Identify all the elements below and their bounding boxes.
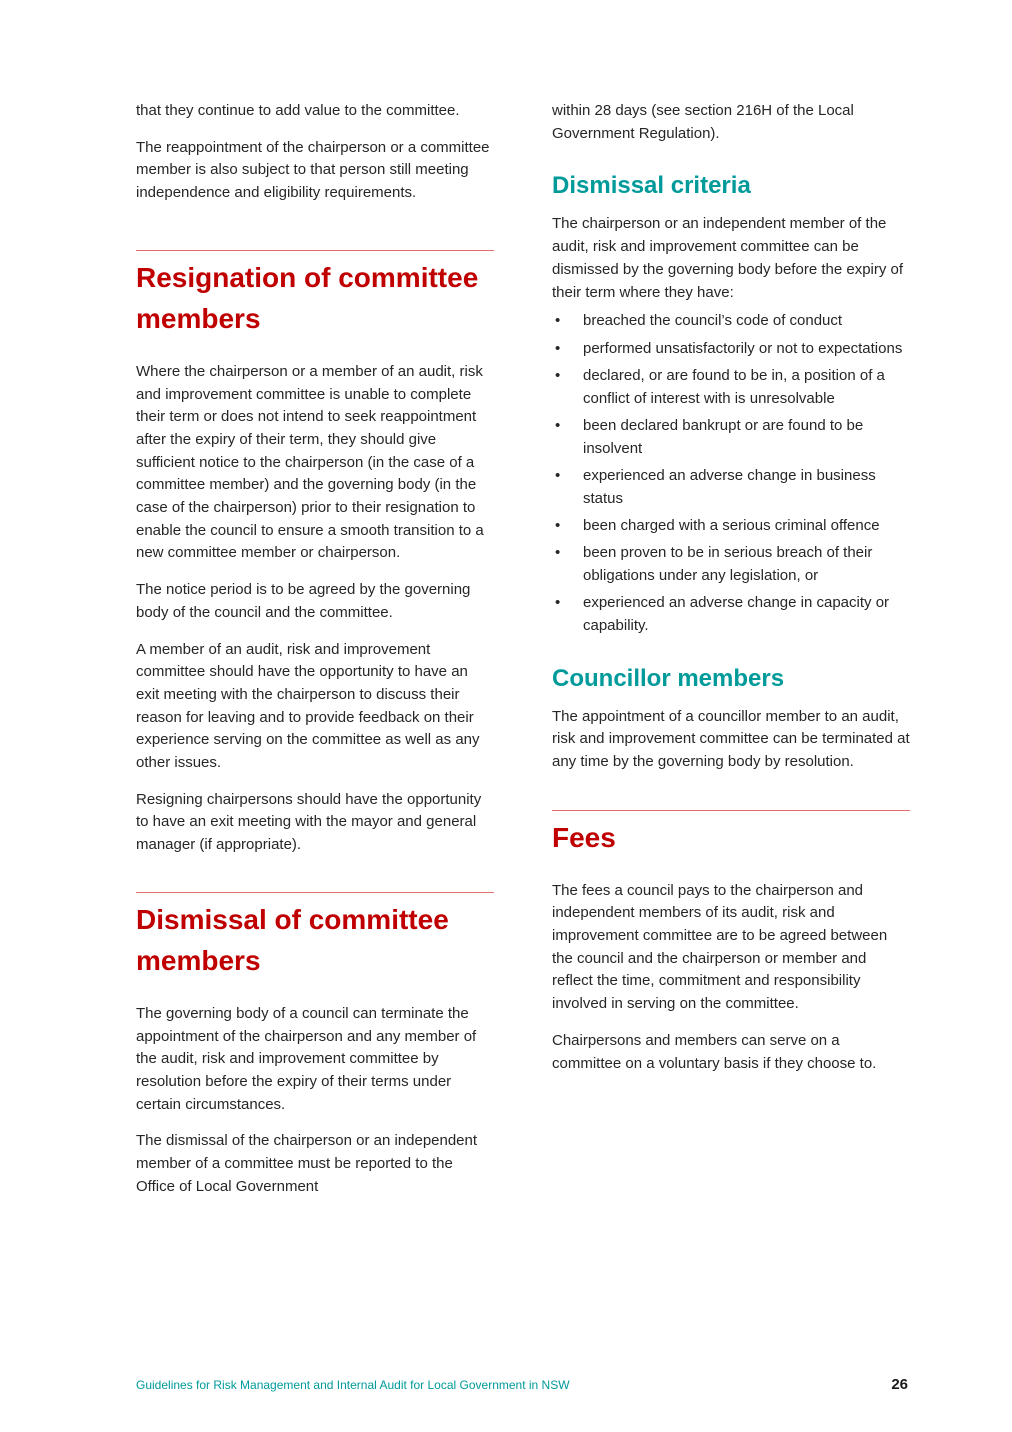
paragraph: A member of an audit, risk and improvement committee should have the opportunity to have an exit meeting with the chairperson to discuss their reason for leaving and to provide feedback on their experience serving on the committee as well as any other issues. [136, 640, 480, 772]
list-item: • declared, or are found to be in, a position of a conflict of interest with is unresolvable [555, 366, 885, 407]
heading-dismissal-criteria: Dismissal criteria [552, 172, 751, 200]
criteria-list [552, 310, 910, 637]
bullet-icon: • [555, 594, 561, 612]
left-column [136, 100, 494, 1213]
bullet-icon: • [555, 466, 561, 484]
bullet-icon: • [555, 366, 561, 384]
paragraph: Resigning chairpersons should have the opportunity to have an exit meeting with the mayor and general manager (if appropriate). [136, 790, 482, 854]
list-item: • been charged with a serious criminal offence [552, 515, 910, 538]
paragraph: The reappointment of the chairperson or a committee member is also subject to that person still meeting independence and eligibility requirements. [136, 138, 490, 202]
heading-fees: Fees [552, 821, 616, 853]
list-item: • experienced an adverse change in business status [555, 466, 876, 507]
list-item: • been proven to be in serious breach of their obligations under any legislation, or [555, 544, 873, 584]
right-column [552, 100, 910, 1089]
bullet-icon: • [555, 312, 561, 330]
paragraph: Chairpersons and members can serve on a committee on a voluntary basis if they choose to. [552, 1031, 877, 1072]
heading-councillor-members: Councillor members [552, 664, 785, 692]
list-item: • performed unsatisfactorily or not to expectations [552, 338, 910, 361]
paragraph: The notice period is to be agreed by the governing body of the council and the committee. [136, 581, 471, 621]
section-divider [552, 810, 910, 811]
list-item: • been declared bankrupt or are found to be insolvent [555, 416, 864, 457]
paragraph: The appointment of a councillor member to an audit, risk and improvement committee can be terminated at any time by the governing body by resolution. [552, 707, 910, 770]
footer-title: Guidelines for Risk Management and Internal Audit for Local Government in NSW [136, 1378, 570, 1392]
paragraph: The dismissal of the chairperson or an independent member of a committee must be reported to the Office of Local Government [136, 1132, 478, 1195]
page-number: 26 [891, 1376, 908, 1393]
bullet-icon: • [555, 516, 561, 534]
heading-resignation: Resignation of committee members [136, 261, 479, 334]
bullet-icon: • [555, 339, 561, 357]
section-divider [136, 892, 494, 893]
bullet-icon: • [555, 416, 561, 434]
bullet-icon: • [555, 544, 561, 562]
paragraph: that they continue to add value to the committee. [136, 102, 460, 119]
heading-dismissal: Dismissal of committee members [136, 903, 449, 976]
paragraph: The chairperson or an independent member of the audit, risk and improvement committee can be dismissed by the governing body before the expiry of their term where they have: [552, 215, 904, 301]
list-item: • breached the council’s code of conduct [552, 310, 910, 333]
paragraph: The governing body of a council can terminate the appointment of the chairperson and any member of the audit, risk and improvement committee by resolution before the expiry of their terms under certain circumstances. [136, 1004, 477, 1113]
page-footer [136, 1376, 908, 1396]
section-divider [136, 250, 494, 251]
paragraph: The fees a council pays to the chairperson and independent members of its audit, risk and improvement committee are to be agreed between the council and the chairperson or member and reflect the time, commitment and responsibility involved in serving on the committee. [552, 881, 888, 1013]
list-item: • experienced an adverse change in capacity or capability. [555, 594, 890, 634]
paragraph: within 28 days (see section 216H of the Local Government Regulation). [552, 102, 854, 142]
paragraph: Where the chairperson or a member of an audit, risk and improvement committee is unable to complete their term or does not intend to seek reappointment after the expiry of their term, they should give sufficient notice to the chairperson (in the case of a committee member) and the governing body (in the case of the chairperson) prior to their resignation to enable the council to ensure a smooth transition to a new committee member or chairperson. [136, 362, 484, 562]
